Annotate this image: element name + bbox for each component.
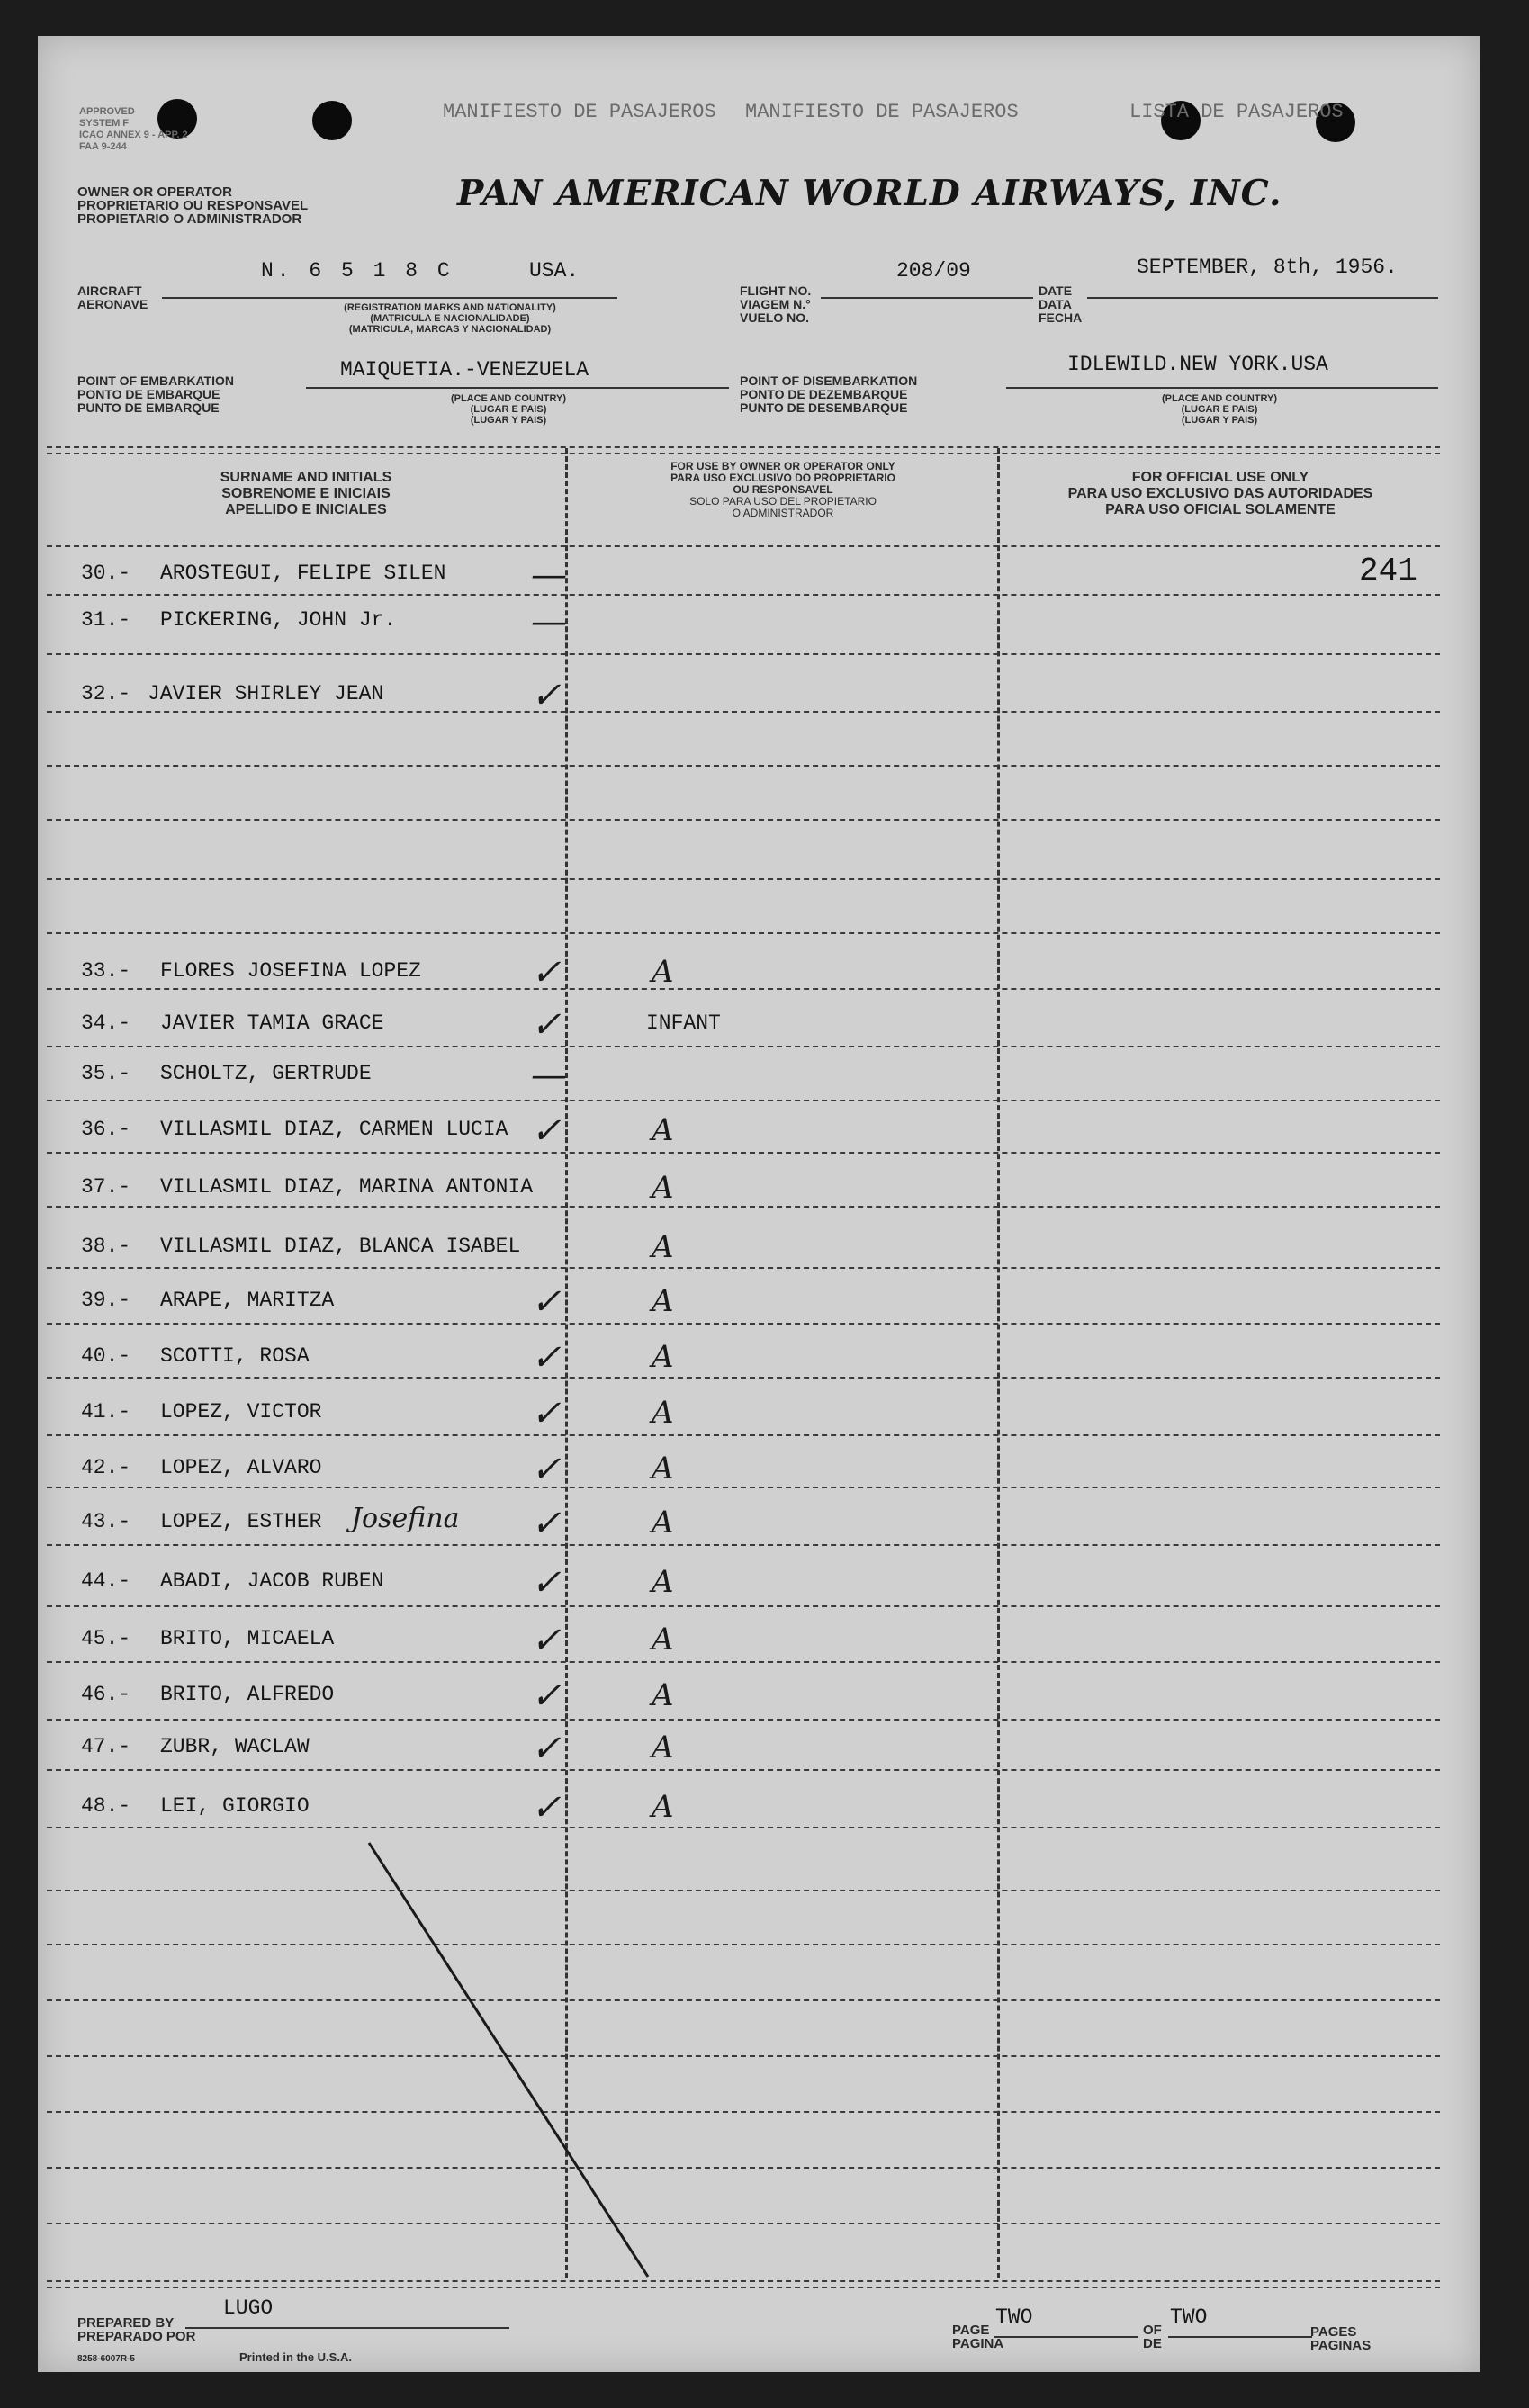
embark-value: MAIQUETIA.-VENEZUELA <box>340 358 589 382</box>
prepared-labels: PREPARED BY PREPARADO POR <box>77 2315 196 2344</box>
check-mark: ✓ <box>531 1281 562 1323</box>
passenger-number: 45.- <box>81 1627 131 1650</box>
passenger-name: VILLASMIL DIAZ, MARINA ANTONIA <box>160 1175 534 1199</box>
page-labels: PAGE PAGINA <box>952 2323 1004 2351</box>
punch-hole-2 <box>312 101 352 140</box>
status-mark: A <box>652 1789 674 1825</box>
passenger-name: ZUBR, WACLAW <box>160 1735 310 1758</box>
void-diagonal-line <box>360 1836 666 2286</box>
passenger-name: BRITO, ALFREDO <box>160 1683 335 1706</box>
passenger-name: LOPEZ, ESTHER <box>160 1510 322 1533</box>
passenger-number: 44.- <box>81 1569 131 1593</box>
check-mark: — <box>531 1055 567 1096</box>
check-mark: ✓ <box>531 1787 562 1828</box>
status-mark: INFANT <box>646 1011 721 1035</box>
passenger-name: JAVIER TAMIA GRACE <box>160 1011 384 1035</box>
passenger-name: FLORES JOSEFINA LOPEZ <box>160 959 421 983</box>
column-divider-right <box>997 448 1000 2278</box>
aircraft-registration: N. 6 5 1 8 C <box>261 259 454 283</box>
row-rule <box>47 2111 1440 2113</box>
table-bottom-rule-1 <box>47 2280 1440 2282</box>
passenger-number: 39.- <box>81 1289 131 1312</box>
row-rule <box>47 1544 1440 1546</box>
faded-form-title-1: MANIFIESTO DE PASAJEROS <box>443 101 716 123</box>
prepared-by-value: LUGO <box>223 2296 274 2320</box>
row-rule <box>47 1046 1440 1047</box>
date-underline <box>1087 297 1438 299</box>
check-mark: — <box>531 554 567 596</box>
embark-labels: POINT OF EMBARKATION PONTO DE EMBARQUE PUNTO DE EMBARQUE <box>77 373 234 415</box>
check-mark: ✓ <box>531 952 562 993</box>
pages-labels: PAGES PAGINAS <box>1310 2324 1372 2353</box>
row-rule <box>47 1100 1440 1101</box>
passenger-name: BRITO, MICAELA <box>160 1627 335 1650</box>
row-rule <box>47 819 1440 821</box>
date-labels: DATE DATA FECHA <box>1039 283 1083 325</box>
column-heading-names: SURNAME AND INITIALS SOBRENOME E INICIAIS APELLIDO E INICIALES <box>220 470 392 517</box>
passenger-number: 31.- <box>81 608 131 632</box>
passenger-name: AROSTEGUI, FELIPE SILEN <box>160 562 446 585</box>
aircraft-country: USA. <box>529 259 580 283</box>
passenger-number: 32.- <box>81 682 131 705</box>
passenger-number: 41.- <box>81 1400 131 1424</box>
of-underline <box>1168 2336 1312 2338</box>
status-mark: A <box>652 1229 674 1265</box>
page-underline <box>994 2336 1138 2338</box>
check-mark: ✓ <box>531 1449 562 1490</box>
passenger-name: SCOTTI, ROSA <box>160 1344 310 1368</box>
disembark-value: IDLEWILD.NEW YORK.USA <box>1067 353 1328 376</box>
check-mark: ✓ <box>531 1562 562 1604</box>
row-rule <box>47 1152 1440 1154</box>
column-heading-owner-use: FOR USE BY OWNER OR OPERATOR ONLY PARA USO EXCLUSIVO DO PROPRIETARIO OU RESPONSAVEL SOLO PARA USO DEL PROPIETARIO O ADMINISTRADOR <box>670 460 895 519</box>
passenger-name: PICKERING, JOHN Jr. <box>160 608 397 632</box>
row-rule <box>47 594 1440 596</box>
check-mark: — <box>531 601 567 642</box>
approval-stamp: APPROVED SYSTEM F ICAO ANNEX 9 - APP. 2 FAA 9-244 <box>79 106 188 152</box>
of-value: TWO <box>1170 2305 1208 2329</box>
passenger-name: VILLASMIL DIAZ, BLANCA ISABEL <box>160 1235 521 1258</box>
status-mark: A <box>652 1505 674 1541</box>
form-number: 8258-6007R-5 <box>77 2354 135 2364</box>
status-mark: A <box>652 1564 674 1600</box>
registration-caption: (REGISTRATION MARKS AND NATIONALITY) (MATRICULA E NACIONALIDADE) (MATRICULA, MARCAS Y NACIONALIDAD) <box>344 302 556 335</box>
check-mark: ✓ <box>531 1676 562 1717</box>
owner-labels: OWNER OR OPERATOR PROPRIETARIO OU RESPONSAVEL PROPIETARIO O ADMINISTRADOR <box>77 184 309 227</box>
passenger-number: 47.- <box>81 1735 131 1758</box>
row-rule <box>47 1323 1440 1325</box>
printed-in-usa: Printed in the U.S.A. <box>239 2350 352 2364</box>
disembark-labels: POINT OF DISEMBARKATION PONTO DE DEZEMBARQUE PUNTO DE DESEMBARQUE <box>740 373 918 415</box>
row-rule <box>47 1719 1440 1721</box>
passenger-name: LOPEZ, VICTOR <box>160 1400 322 1424</box>
row-rule <box>47 1434 1440 1436</box>
row-rule <box>47 1267 1440 1269</box>
row-rule <box>47 2223 1440 2224</box>
row-rule <box>47 932 1440 934</box>
table-top-rule-2 <box>47 453 1440 454</box>
passenger-number: 43.- <box>81 1510 131 1533</box>
flight-underline <box>821 297 1033 299</box>
disembark-underline <box>1006 387 1438 389</box>
passenger-number: 48.- <box>81 1794 131 1818</box>
passenger-name: JAVIER SHIRLEY JEAN <box>148 682 384 705</box>
status-mark: A <box>652 1677 674 1713</box>
status-mark: A <box>652 1622 674 1658</box>
passenger-number: 30.- <box>81 562 131 585</box>
row-rule <box>47 1944 1440 1945</box>
row-rule <box>47 653 1440 655</box>
row-rule <box>47 2167 1440 2169</box>
status-mark: A <box>652 1730 674 1766</box>
row-rule <box>47 1377 1440 1379</box>
row-rule <box>47 1827 1440 1828</box>
page-number-stamp: 241 <box>1359 553 1417 589</box>
faded-form-title-3: LISTA DE PASAJEROS <box>1129 101 1344 123</box>
row-rule <box>47 878 1440 880</box>
check-mark: ✓ <box>531 1393 562 1434</box>
company-name: PAN AMERICAN WORLD AIRWAYS, INC. <box>457 173 1282 214</box>
row-rule <box>47 1487 1440 1488</box>
check-mark: ✓ <box>531 1728 562 1769</box>
status-mark: A <box>652 1451 674 1487</box>
row-rule <box>47 1206 1440 1208</box>
passenger-number: 36.- <box>81 1118 131 1141</box>
of-labels: OF DE <box>1143 2323 1162 2351</box>
status-mark: A <box>652 1395 674 1431</box>
row-rule <box>47 1769 1440 1771</box>
passenger-number: 46.- <box>81 1683 131 1706</box>
passenger-number: 38.- <box>81 1235 131 1258</box>
embark-place-caption: (PLACE AND COUNTRY) (LUGAR E PAIS) (LUGAR Y PAIS) <box>450 393 567 426</box>
check-mark: ✓ <box>531 1620 562 1661</box>
flight-labels: FLIGHT NO. VIAGEM N.° VUELO NO. <box>740 283 812 325</box>
passenger-name: LEI, GIORGIO <box>160 1794 310 1818</box>
flight-date: SEPTEMBER, 8th, 1956. <box>1137 256 1398 279</box>
passenger-name: ARAPE, MARITZA <box>160 1289 335 1312</box>
passenger-name: LOPEZ, ALVARO <box>160 1456 322 1479</box>
table-header-bottom-rule <box>47 545 1440 547</box>
row-rule <box>47 711 1440 713</box>
prepared-underline <box>185 2327 509 2329</box>
passenger-name: ABADI, JACOB RUBEN <box>160 1569 384 1593</box>
check-mark: ✓ <box>531 675 562 716</box>
passenger-number: 33.- <box>81 959 131 983</box>
row-rule <box>47 1890 1440 1891</box>
passenger-name: SCHOLTZ, GERTRUDE <box>160 1062 372 1085</box>
faded-form-title-2: MANIFIESTO DE PASAJEROS <box>745 101 1019 123</box>
row-rule <box>47 988 1440 990</box>
aircraft-underline <box>162 297 617 299</box>
row-rule <box>47 2055 1440 2057</box>
disembark-place-caption: (PLACE AND COUNTRY) (LUGAR E PAIS) (LUGAR Y PAIS) <box>1161 393 1278 426</box>
embark-underline <box>306 387 729 389</box>
table-bottom-rule-2 <box>47 2287 1440 2288</box>
check-mark: ✓ <box>531 1503 562 1544</box>
passenger-number: 37.- <box>81 1175 131 1199</box>
page-value: TWO <box>995 2305 1033 2329</box>
status-mark: A <box>652 1283 674 1319</box>
row-rule <box>47 1661 1440 1663</box>
status-mark: A <box>652 1170 674 1206</box>
table-top-rule-1 <box>47 446 1440 448</box>
passenger-number: 42.- <box>81 1456 131 1479</box>
row-rule <box>47 765 1440 767</box>
check-mark: ✓ <box>531 1110 562 1152</box>
column-heading-official-use: FOR OFFICIAL USE ONLY PARA USO EXCLUSIVO DAS AUTORIDADES PARA USO OFICIAL SOLAMENTE <box>1067 470 1373 517</box>
status-mark: A <box>652 1339 674 1375</box>
check-mark: ✓ <box>531 1004 562 1046</box>
passenger-name: VILLASMIL DIAZ, CARMEN LUCIA <box>160 1118 508 1141</box>
row-rule <box>47 1605 1440 1607</box>
check-mark: ✓ <box>531 1337 562 1379</box>
status-mark: A <box>652 954 674 990</box>
passenger-number: 40.- <box>81 1344 131 1368</box>
flight-number: 208/09 <box>896 259 971 283</box>
status-mark: A <box>652 1112 674 1148</box>
passenger-number: 35.- <box>81 1062 131 1085</box>
row-rule <box>47 1999 1440 2001</box>
passenger-number: 34.- <box>81 1011 131 1035</box>
handwritten-annotation: Josefina <box>351 1503 460 1534</box>
aircraft-labels: AIRCRAFT AERONAVE <box>77 283 148 311</box>
